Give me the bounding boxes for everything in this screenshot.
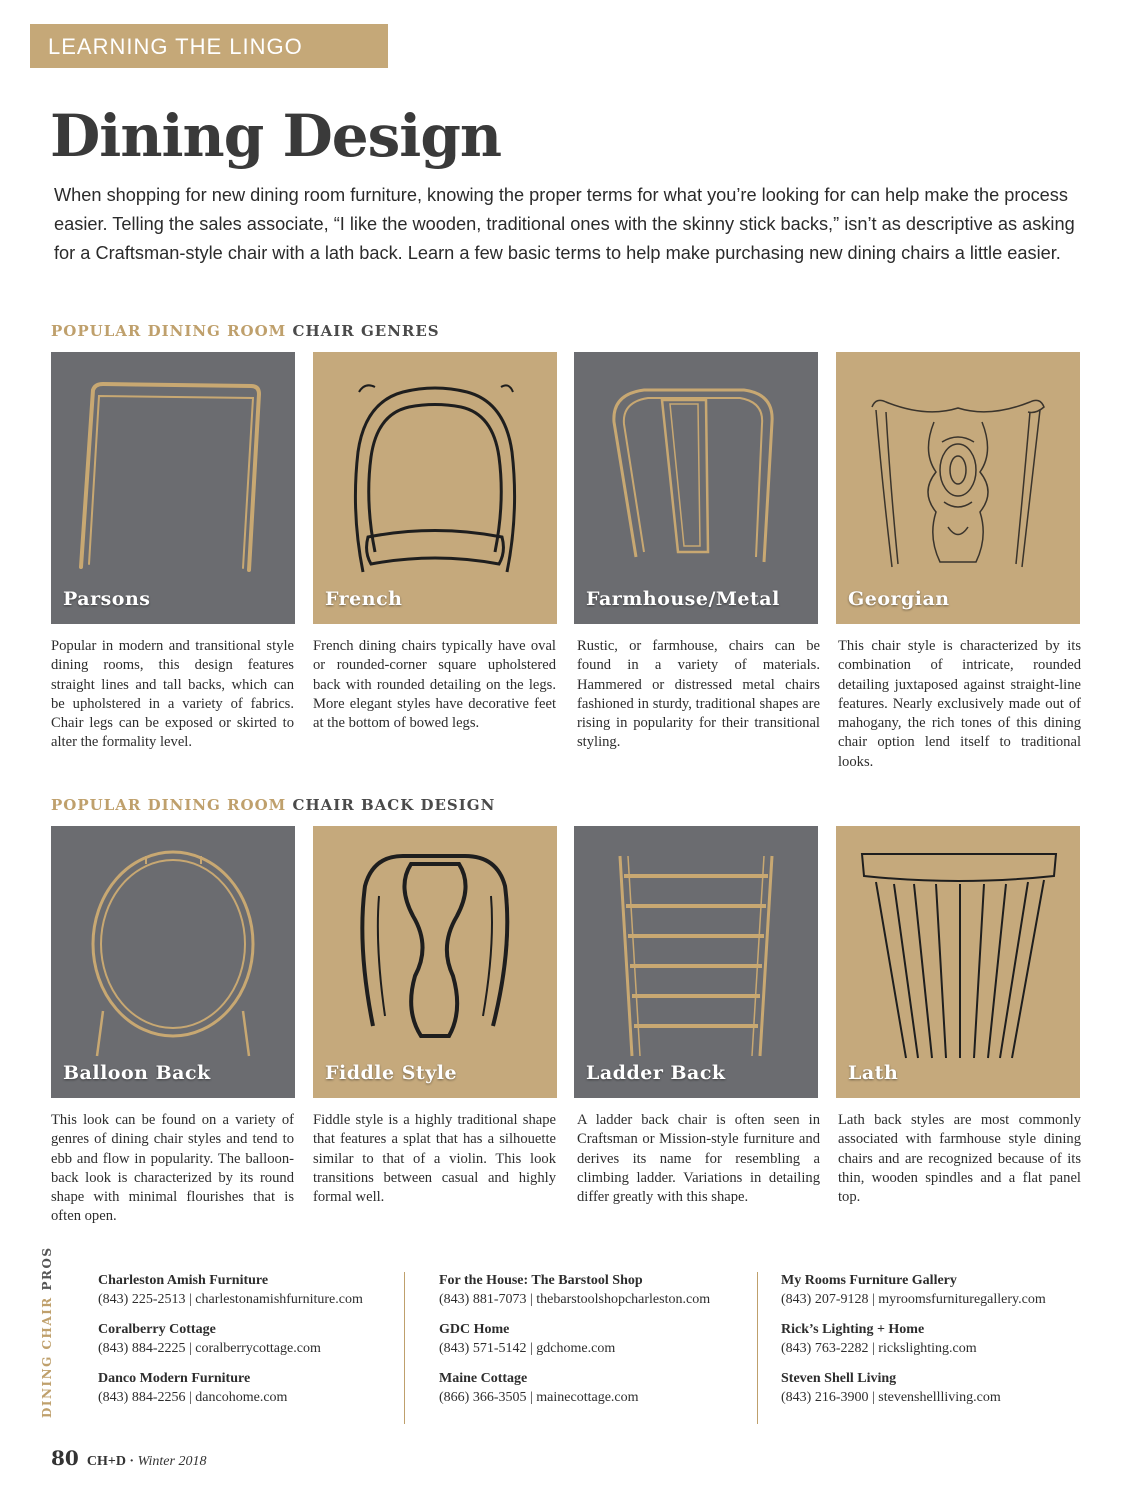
balloon-back-illustration (51, 826, 295, 1098)
tile-farmhouse-metal (574, 352, 818, 624)
tile-lath (836, 826, 1080, 1098)
french-chair-illustration (313, 352, 557, 624)
section-tag: LEARNING THE LINGO (30, 24, 388, 68)
backs-heading (51, 796, 495, 814)
pro-contact: (843) 884-2256 | dancohome.com (98, 1390, 288, 1405)
backs-heading-gold: POPULAR DINING ROOM (51, 796, 287, 814)
pro-listing (98, 1272, 363, 1309)
backs-heading-dark: CHAIR BACK DESIGN (286, 796, 496, 814)
page-footer (51, 1446, 206, 1470)
pro-listing (439, 1321, 710, 1358)
tile-parsons (51, 352, 295, 624)
parsons-description: Popular in modern and transitional style dining rooms, this design features straight lines and tall backs, which can be upholstered in a variety of fabrics. Chair legs can be exposed or skirted to alter the formality level. (51, 638, 294, 751)
pros-label-dark: PROS (40, 1246, 54, 1297)
pros-label-gold: DINING CHAIR (40, 1296, 54, 1418)
pros-column-3 (781, 1272, 1046, 1419)
pros-column-1 (98, 1272, 363, 1419)
intro-paragraph: When shopping for new dining room furniture, knowing the proper terms for what you’re looking for can help make the process easier. Telling the sales associate, “I like the wooden, traditional ones with the skinny stick backs,” isn’t as descriptive as asking for a Craftsman-style chair with a lath back. Learn a few basic terms to help make purchasing new dining chairs a little easier. (54, 185, 1075, 263)
pro-listing (439, 1272, 710, 1309)
pro-listing (439, 1370, 710, 1407)
pro-name: GDC Home (439, 1322, 510, 1337)
tile-label: Parsons (63, 588, 151, 610)
pro-listing (98, 1321, 363, 1358)
magazine-name: CH+D · (86, 1454, 135, 1469)
pro-contact: (843) 571-5142 | gdchome.com (439, 1341, 616, 1356)
georgian-chair-illustration (836, 352, 1080, 624)
lath-illustration (836, 826, 1080, 1098)
farmhouse-description: Rustic, or farmhouse, chairs can be found in a variety of materials. Hammered or distressed metal chairs fashioned in sturdy, traditional shapes are rising in popularity for their transitional styling. (577, 638, 820, 751)
pro-contact: (843) 884-2225 | coralberrycottage.com (98, 1341, 321, 1356)
farmhouse-chair-illustration (574, 352, 818, 624)
page-title: Dining Design (50, 102, 502, 170)
ladder-back-description: A ladder back chair is often seen in Craftsman or Mission-style furniture and derives its name for resembling a climbing ladder. Variations in detailing differ greatly with this shape. (577, 1112, 820, 1206)
fiddle-style-illustration (313, 826, 557, 1098)
pro-name: Maine Cottage (439, 1371, 528, 1386)
pro-name: Danco Modern Furniture (98, 1371, 251, 1386)
pro-name: For the House: The Barstool Shop (439, 1273, 643, 1288)
tile-label: Georgian (848, 588, 950, 610)
page-number: 80 (51, 1446, 79, 1470)
genres-heading (51, 322, 440, 340)
georgian-description: This chair style is characterized by its combination of intricate, rounded detailing juxtaposed against straight-line features. Nearly exclusively made out of mahogany, the rich tones of this dining chair option lend itself to traditional looks. (838, 638, 1081, 770)
french-description: French dining chairs typically have oval or rounded-corner square upholstered back with rounded detailing on the legs. More elegant styles have decorative feet at the bottom of bowed legs. (313, 638, 556, 732)
pro-contact: (843) 216-3900 | stevenshellliving.com (781, 1390, 1001, 1405)
pro-name: Coralberry Cottage (98, 1322, 216, 1337)
pro-listing (781, 1321, 1046, 1358)
issue-label: Winter 2018 (134, 1454, 207, 1469)
tile-label: Fiddle Style (325, 1062, 458, 1084)
tile-fiddle-style (313, 826, 557, 1098)
tile-ladder-back (574, 826, 818, 1098)
pro-listing (98, 1370, 363, 1407)
column-divider (757, 1272, 758, 1424)
fiddle-style-description: Fiddle style is a highly traditional shape that features a splat that has a silhouette similar to that of a violin. This look transitions between casual and highly formal well. (313, 1112, 556, 1206)
column-divider (404, 1272, 405, 1424)
tile-french (313, 352, 557, 624)
pro-contact: (843) 763-2282 | rickslighting.com (781, 1341, 977, 1356)
pro-contact: (843) 881-7073 | thebarstoolshopcharleston.com (439, 1292, 711, 1307)
tile-label: Ladder Back (586, 1062, 726, 1084)
pro-contact: (866) 366-3505 | mainecottage.com (439, 1390, 639, 1405)
pro-name: Charleston Amish Furniture (98, 1273, 269, 1288)
genres-heading-dark: CHAIR GENRES (286, 322, 440, 340)
tile-label: Lath (848, 1062, 899, 1084)
parsons-chair-illustration (51, 352, 295, 624)
balloon-back-description: This look can be found on a variety of genres of dining chair styles and tend to ebb and flow in popularity. The balloon-back look is characterized by its round shape with minimal flourishes that is often open. (51, 1112, 294, 1225)
ladder-back-illustration (574, 826, 818, 1098)
pro-listing (781, 1272, 1046, 1309)
lath-description: Lath back styles are most commonly associated with farmhouse style dining chairs and are recognized because of its thin, wooden spindles and a flat panel top. (838, 1112, 1081, 1206)
pros-column-2 (439, 1272, 710, 1419)
tile-balloon-back (51, 826, 295, 1098)
tile-label: French (325, 588, 403, 610)
tile-label: Balloon Back (63, 1062, 211, 1084)
dining-chair-pros-label (40, 1246, 54, 1418)
pro-contact: (843) 225-2513 | charlestonamishfurniture.com (98, 1292, 363, 1307)
pro-name: My Rooms Furniture Gallery (781, 1273, 957, 1288)
genres-heading-gold: POPULAR DINING ROOM (51, 322, 287, 340)
pro-contact: (843) 207-9128 | myroomsfurnituregallery.com (781, 1292, 1046, 1307)
pro-name: Rick’s Lighting + Home (781, 1322, 925, 1337)
pro-listing (781, 1370, 1046, 1407)
tile-label: Farmhouse/Metal (586, 588, 780, 610)
pro-name: Steven Shell Living (781, 1371, 897, 1386)
tile-georgian (836, 352, 1080, 624)
